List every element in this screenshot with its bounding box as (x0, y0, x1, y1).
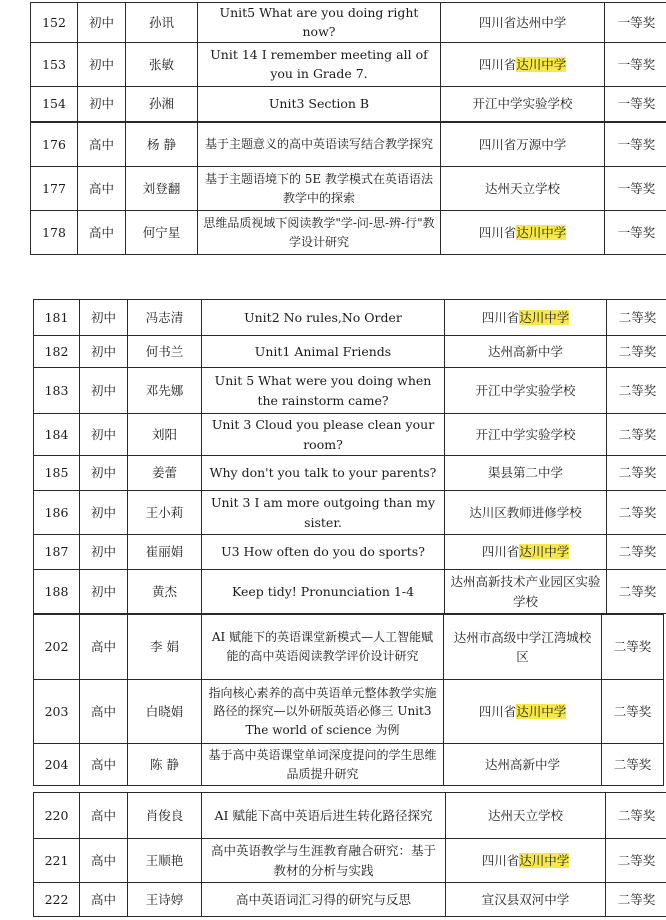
table-row (34, 839, 666, 883)
school-name-text: 四川省 (481, 852, 520, 868)
table-row (34, 615, 664, 680)
award-level: 二等奖 (607, 535, 666, 570)
lesson-title: 指向核心素养的高中英语单元整体教学实施路径的探究—以外研版英语必修三 Unit3 The world of science 为例 (202, 680, 444, 744)
teacher-name: 冯志清 (128, 300, 202, 336)
highlighted-school: 达川中学 (519, 544, 570, 560)
school-name-text: 四川省万源中学 (478, 136, 567, 152)
entry-number: 202 (34, 615, 80, 680)
entry-number: 152 (31, 3, 78, 43)
award-table (30, 2, 666, 122)
lesson-title: Keep tidy! Pronunciation 1-4 (202, 570, 445, 614)
table-row (34, 570, 666, 614)
table-row (34, 300, 666, 336)
table-row (34, 368, 666, 414)
table-row (34, 456, 666, 491)
school-name-text: 达州天立学校 (487, 807, 563, 823)
entry-number: 181 (34, 300, 80, 336)
highlighted-school: 达川中学 (516, 56, 567, 72)
school-level: 高中 (80, 839, 128, 883)
school-name (441, 211, 605, 255)
table-block-2 (30, 122, 656, 255)
award-table (33, 792, 666, 917)
lesson-title: Unit2 No rules,No Order (202, 300, 445, 336)
school-level: 初中 (80, 336, 128, 368)
school-name (441, 123, 605, 167)
award-level: 一等奖 (605, 86, 666, 121)
lesson-title: 基于高中英语课堂单词深度提问的学生思维品质提升研究 (202, 744, 444, 786)
school-name (445, 368, 607, 414)
school-name (446, 793, 606, 839)
lesson-title: Why don't you talk to your parents? (202, 456, 445, 491)
teacher-name: 陈 静 (128, 744, 202, 786)
entry-number: 182 (34, 336, 80, 368)
teacher-name: 张敏 (126, 42, 198, 86)
school-level: 高中 (78, 167, 126, 211)
award-table (33, 614, 664, 786)
school-level: 初中 (78, 42, 126, 86)
teacher-name: 刘阳 (128, 414, 202, 456)
entry-number: 176 (31, 123, 78, 167)
teacher-name: 杨 静 (126, 123, 198, 167)
school-level: 高中 (80, 680, 128, 744)
award-level: 一等奖 (605, 167, 666, 211)
entry-number: 222 (34, 883, 80, 917)
teacher-name: 王小莉 (128, 491, 202, 535)
school-level: 初中 (80, 300, 128, 336)
award-table (30, 122, 666, 255)
teacher-name: 崔丽娟 (128, 535, 202, 570)
table-row (31, 3, 666, 43)
award-level: 二等奖 (606, 839, 666, 883)
table-row (34, 336, 666, 368)
school-name (441, 42, 605, 86)
entry-number: 154 (31, 86, 78, 121)
lesson-title: AI 赋能下的英语课堂新模式—人工智能赋能的高中英语阅读教学评价设计研究 (202, 615, 444, 680)
lesson-title: 思维品质视域下阅读教学"学-问-思-辨-行"教学设计研究 (198, 211, 441, 255)
table-block-5 (33, 792, 656, 917)
lesson-title: AI 赋能下高中英语后进生转化路径探究 (202, 793, 446, 839)
school-name-text: 四川省 (478, 56, 517, 72)
entry-number: 203 (34, 680, 80, 744)
school-name (441, 86, 605, 121)
school-name-text: 开江中学实验学校 (472, 96, 573, 112)
school-name-text: 渠县第二中学 (487, 465, 563, 481)
award-level: 二等奖 (607, 570, 666, 614)
school-level: 初中 (80, 570, 128, 614)
table-row (34, 744, 664, 786)
lesson-title: Unit 3 Cloud you please clean your room? (202, 414, 445, 456)
school-name (445, 336, 607, 368)
school-name (441, 3, 605, 43)
teacher-name: 何书兰 (128, 336, 202, 368)
entry-number: 186 (34, 491, 80, 535)
school-name-text: 达州高新中学 (484, 756, 560, 772)
lesson-title: 高中英语词汇习得的研究与反思 (202, 883, 446, 917)
school-name (445, 491, 607, 535)
school-level: 高中 (80, 744, 128, 786)
teacher-name: 邓先娜 (128, 368, 202, 414)
award-level: 二等奖 (607, 300, 666, 336)
teacher-name: 姜蕾 (128, 456, 202, 491)
school-name (441, 167, 605, 211)
table-row (34, 793, 666, 839)
lesson-title: Unit 3 I am more outgoing than my sister. (202, 491, 445, 535)
school-level: 初中 (80, 535, 128, 570)
entry-number: 153 (31, 42, 78, 86)
entry-number: 221 (34, 839, 80, 883)
table-row (34, 491, 666, 535)
school-name-text: 开江中学实验学校 (475, 382, 576, 398)
school-name-text: 达州高新中学 (487, 343, 563, 359)
highlighted-school: 达川中学 (516, 703, 567, 719)
school-name-text: 达州高新技术产业园区实验学校 (450, 574, 601, 609)
table-row (34, 680, 664, 744)
highlighted-school: 达川中学 (519, 309, 570, 325)
award-level: 一等奖 (605, 211, 666, 255)
award-level: 二等奖 (606, 793, 666, 839)
award-level: 一等奖 (605, 123, 666, 167)
lesson-title: Unit1 Animal Friends (202, 336, 445, 368)
school-level: 初中 (78, 3, 126, 43)
lesson-title: 高中英语教学与生涯教育融合研究：基于教材的分析与实践 (202, 839, 446, 883)
award-level: 二等奖 (602, 615, 664, 680)
table-row (31, 42, 666, 86)
highlighted-school: 达川中学 (516, 224, 567, 240)
award-level: 一等奖 (605, 3, 666, 43)
teacher-name: 孙讯 (126, 3, 198, 43)
school-level: 初中 (78, 86, 126, 121)
entry-number: 188 (34, 570, 80, 614)
teacher-name: 黄杰 (128, 570, 202, 614)
teacher-name: 孙湘 (126, 86, 198, 121)
school-level: 初中 (80, 414, 128, 456)
award-level: 二等奖 (607, 368, 666, 414)
teacher-name: 李 娟 (128, 615, 202, 680)
school-name-text: 四川省达州中学 (478, 14, 567, 30)
school-level: 初中 (80, 368, 128, 414)
lesson-title: Unit 5 What were you doing when the rainstorm came? (202, 368, 445, 414)
school-level: 高中 (80, 615, 128, 680)
lesson-title: 基于主题意义的高中英语读写结合教学探究 (198, 123, 441, 167)
lesson-title: Unit 14 I remember meeting all of you in Grade 7. (198, 42, 441, 86)
entry-number: 187 (34, 535, 80, 570)
school-level: 初中 (80, 491, 128, 535)
entry-number: 177 (31, 167, 78, 211)
school-level: 初中 (80, 456, 128, 491)
school-name (446, 883, 606, 917)
teacher-name: 白晓娟 (128, 680, 202, 744)
entry-number: 185 (34, 456, 80, 491)
school-name (445, 456, 607, 491)
school-name-text: 四川省 (481, 309, 520, 325)
lesson-title: U3 How often do you do sports? (202, 535, 445, 570)
table-row (31, 211, 666, 255)
award-table (33, 299, 666, 614)
school-name (445, 414, 607, 456)
table-row (31, 86, 666, 121)
teacher-name: 肖俊良 (128, 793, 202, 839)
award-level: 二等奖 (602, 744, 664, 786)
school-level: 高中 (78, 211, 126, 255)
entry-number: 184 (34, 414, 80, 456)
table-block-4 (33, 614, 652, 786)
highlighted-school: 达川中学 (519, 852, 570, 868)
entry-number: 204 (34, 744, 80, 786)
school-level: 高中 (78, 123, 126, 167)
award-level: 二等奖 (607, 491, 666, 535)
school-name-text: 达州市高级中学江湾城校区 (453, 629, 592, 664)
award-level: 二等奖 (607, 456, 666, 491)
award-level: 一等奖 (605, 42, 666, 86)
entry-number: 183 (34, 368, 80, 414)
award-level: 二等奖 (607, 414, 666, 456)
school-name-text: 四川省 (478, 703, 517, 719)
lesson-title: Unit3 Section B (198, 86, 441, 121)
teacher-name: 何宁星 (126, 211, 198, 255)
award-level: 二等奖 (606, 883, 666, 917)
teacher-name: 刘登翻 (126, 167, 198, 211)
table-block-3 (33, 299, 657, 614)
school-name (444, 744, 602, 786)
entry-number: 178 (31, 211, 78, 255)
school-name (445, 570, 607, 614)
school-name (444, 615, 602, 680)
school-level: 高中 (80, 883, 128, 917)
table-row (31, 167, 666, 211)
table-row (34, 883, 666, 917)
school-level: 高中 (80, 793, 128, 839)
award-level: 二等奖 (602, 680, 664, 744)
table-row (34, 535, 666, 570)
teacher-name: 王顺艳 (128, 839, 202, 883)
school-name-text: 开江中学实验学校 (475, 426, 576, 442)
school-name-text: 宣汉县双河中学 (481, 891, 570, 907)
school-name-text: 四川省 (478, 224, 517, 240)
school-name-text: 四川省 (481, 544, 520, 560)
school-name (446, 839, 606, 883)
award-level: 二等奖 (607, 336, 666, 368)
lesson-title: Unit5 What are you doing right now? (198, 3, 441, 43)
school-name (445, 300, 607, 336)
table-row (31, 123, 666, 167)
school-name (444, 680, 602, 744)
entry-number: 220 (34, 793, 80, 839)
school-name (445, 535, 607, 570)
school-name-text: 达州天立学校 (484, 180, 560, 196)
school-name-text: 达川区教师进修学校 (469, 504, 582, 520)
table-row (34, 414, 666, 456)
table-block-1 (30, 2, 656, 122)
teacher-name: 王诗婷 (128, 883, 202, 917)
lesson-title: 基于主题语境下的 5E 教学模式在英语语法教学中的探索 (198, 167, 441, 211)
